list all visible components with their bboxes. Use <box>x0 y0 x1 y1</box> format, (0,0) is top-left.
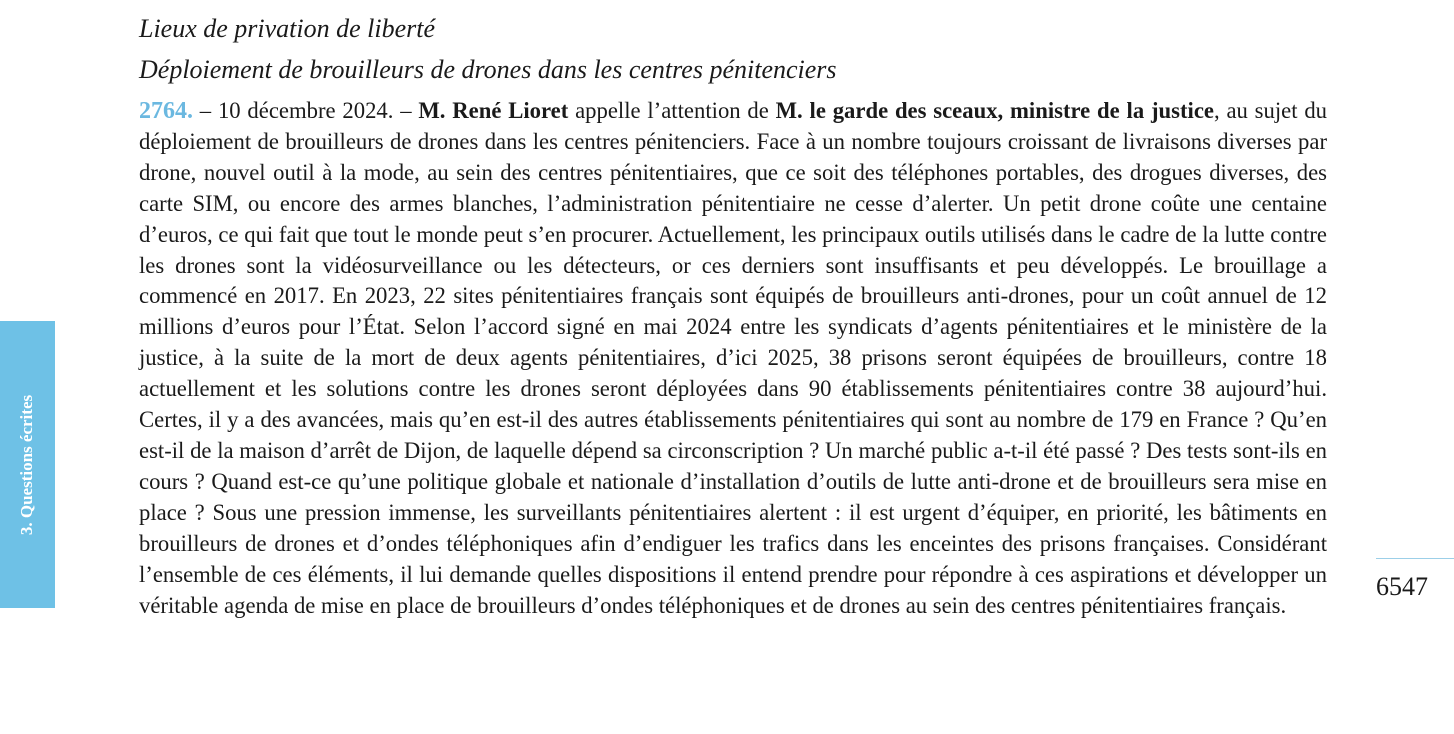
page-number: 6547 <box>1376 572 1428 601</box>
question-date: – 10 décembre 2024. – <box>193 98 419 123</box>
page-number-rule <box>1376 558 1454 559</box>
section-title: Lieux de privation de liberté <box>139 14 436 43</box>
question-body <box>139 96 1327 621</box>
question-number: 2764. <box>139 98 193 124</box>
document-header <box>139 8 1339 90</box>
section-side-tab <box>0 321 55 608</box>
question-author: M. René Lioret <box>418 98 569 123</box>
side-tab-label: 3. Questions écrites <box>17 394 36 536</box>
question-text-main: , au sujet du déploiement de brouilleurs de drones dans les centres pénitenciers. Face à un nombre toujours croissant de livraisons diverses par drone, nouvel outil à la mode, au sein des centres pénitentiaires, que ce soit des téléphones portables, des drogues diverses, des carte SIM, ou encore des armes blanches, l’administration pénitentiaire ne cesse d’alerter. Un petit drone coûte une centaine d’euros, ce qui fait que tout le monde peut s’en procurer. Actuellement, les principaux outils utilisés dans le cadre de la lutte contre les drones sont la vidéosurveillance ou les détecteurs, or ces derniers sont insuffisants et peu développés. Le brouillage a commencé en 2017. En 2023, 22 sites pénitentiaires français sont équipés de brouilleurs anti-drones, pour un coût annuel de 12 millions d’euros pour l’État. Selon l’accord signé en mai 2024 entre les syndicats d’agents pénitentiaires et le ministère de la justice, à la suite de la mort de deux agents pénitentiaires, d’ici 2025, 38 prisons seront équipées de brouilleurs, contre 18 actuellement et les solutions contre les drones seront déployées dans 90 établissements pénitentiaires contre 38 aujourd’hui. Certes, il y a des avancées, mais qu’en est-il des autres établissements pénitentiaires qui sont au nombre de 179 en France ? Qu’en est-il de la maison d’arrêt de Dijon, de laquelle dépend sa circonscription ? Un marché public a-t-il été passé ? Des tests sont-ils en cours ? Quand est-ce qu’une politique globale et nationale d’installation d’outils de lutte anti-drone et de brouilleurs sera mise en place ? Sous une pression immense, les surveillants pénitentiaires alertent : il est urgent d’équiper, en priorité, les bâtiments en brouilleurs de drones et d’ondes téléphoniques afin d’endiguer les trafics dans les enceintes des prisons françaises. Considérant l’ensemble de ces éléments, il lui demande quelles dispositions il entend prendre pour répondre à ces aspirations et développer un véritable agenda de mise en place de brouilleurs d’ondes téléphoniques et de drones au sein des centres pénitentiaires français. <box>139 98 1328 618</box>
question-minister: M. le garde des sceaux, ministre de la justice <box>775 98 1214 123</box>
question-text-intro: appelle l’attention de <box>568 98 776 123</box>
subject-title: Déploiement de brouilleurs de drones dans les centres pénitenciers <box>139 55 837 84</box>
